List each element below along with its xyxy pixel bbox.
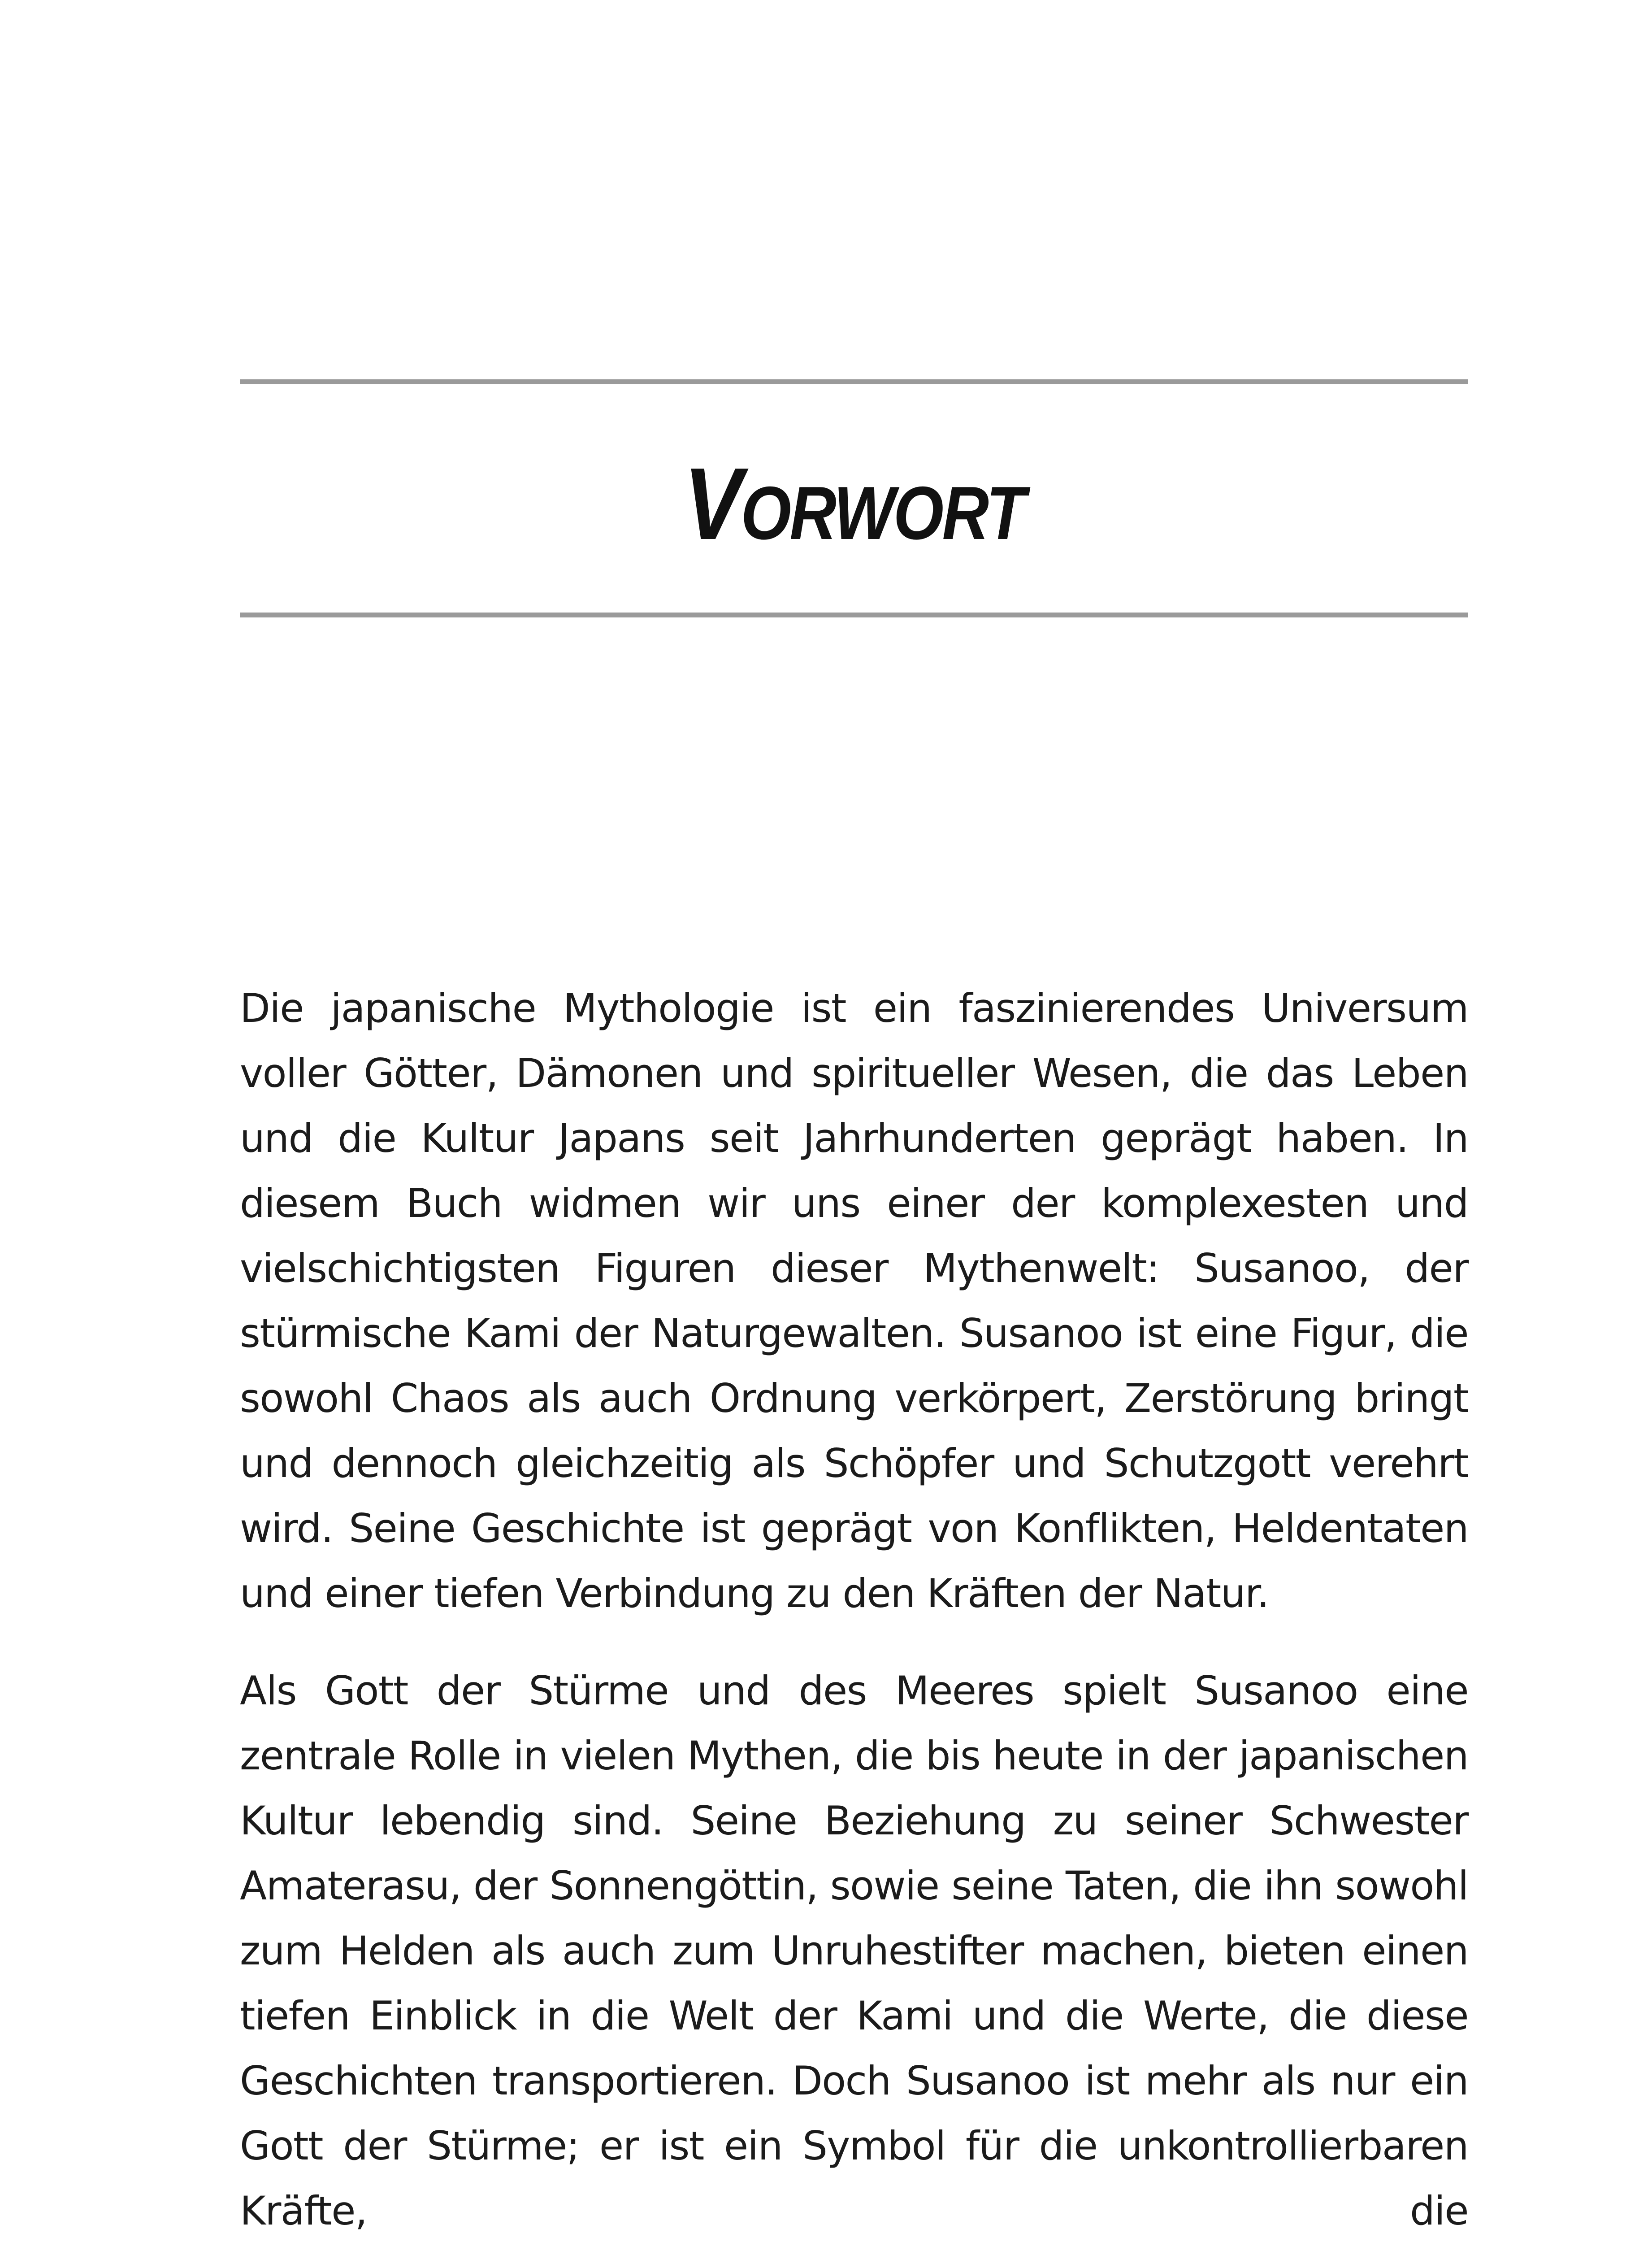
chapter-title-initial: V xyxy=(684,447,741,561)
body-text xyxy=(240,976,1468,2242)
paragraph-1: Die japanische Mythologie ist ein faszinierendes Universum voller Götter, Dämonen und spiritueller Wesen, die das Leben und die Kultur Japans seit Jahrhunderten geprägt haben. In diesem Buch widmen wir uns einer der komplexesten und vielschichtigsten Figuren dieser Mythenwelt: Susanoo, der stürmische Kami der Naturgewalten. Susanoo ist eine Figur, die sowohl Chaos als auch Ordnung verkörpert, Zerstörung bringt und dennoch gleichzeitig als Schöpfer und Schutzgott verehrt wird. Seine Geschichte ist geprägt von Konflikten, Heldentaten und einer tiefen Verbindung zu den Kräften der Natur. xyxy=(240,985,1468,1616)
bottom-divider-rule xyxy=(240,613,1468,617)
chapter-title-rest: ORWORT xyxy=(741,471,1024,555)
chapter-title xyxy=(326,447,1382,561)
paragraph-2: Als Gott der Stürme und des Meeres spielt Susanoo eine zentrale Rolle in vielen Mythen, die bis heute in der japanischen Kultur lebendig sind. Seine Beziehung zu seiner Schwester Amaterasu, der Sonnengöttin, sowie seine Taten, die ihn sowohl zum Helden als auch zum Unruhestifter machen, bieten einen tiefen Einblick in die Welt der Kami und die Werte, die diese Geschichten transportieren. Doch Susanoo ist mehr als nur ein Gott der Stürme; er ist ein Symbol für die unkontrollierbaren Kräfte, die xyxy=(240,1668,1468,2234)
top-divider-rule xyxy=(240,379,1468,384)
